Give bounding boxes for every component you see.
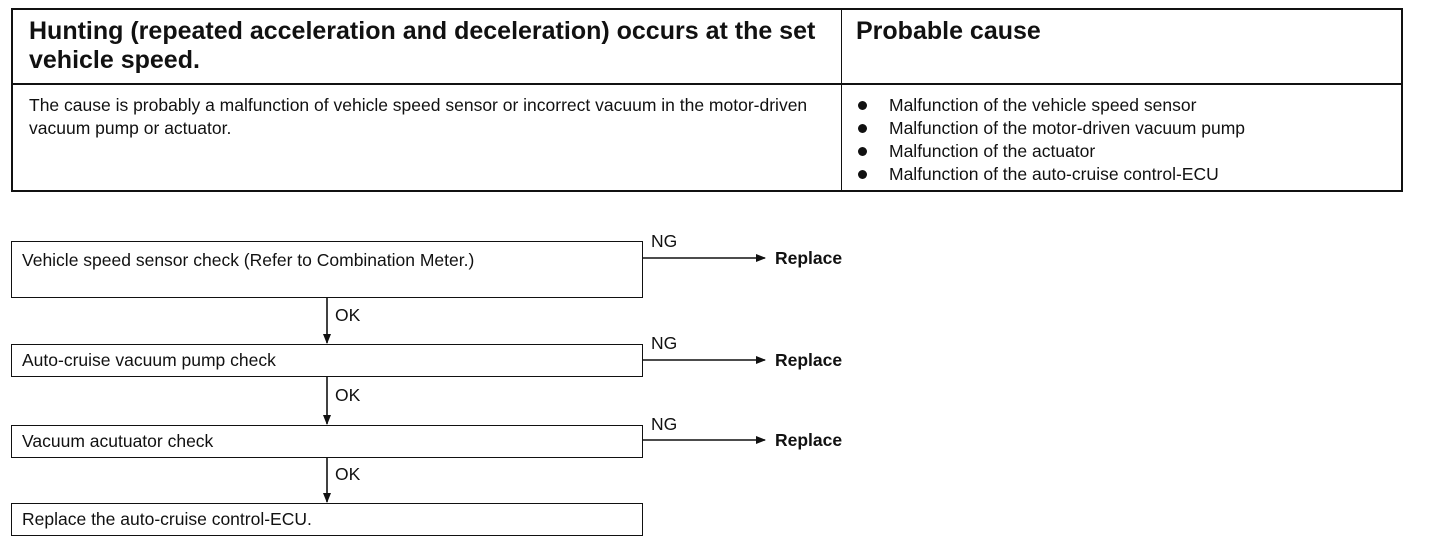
ng-label: NG	[651, 333, 678, 353]
cause-item-text: Malfunction of the motor-driven vacuum pump	[889, 118, 1245, 138]
replace-label: Replace	[775, 430, 843, 450]
symptom-header: Hunting (repeated acceleration and deceleration) occurs at the set vehicle speed.	[29, 17, 816, 74]
cause-item	[856, 163, 1245, 186]
ok-label: OK	[335, 305, 361, 325]
cause-item	[856, 140, 1245, 163]
ok-label: OK	[335, 385, 361, 405]
ng-label: NG	[651, 231, 678, 251]
cause-item	[856, 94, 1245, 117]
replace-label: Replace	[775, 350, 843, 370]
table-body-row	[13, 85, 1401, 190]
bullet-icon	[858, 124, 867, 133]
probable-cause-header: Probable cause	[856, 17, 1041, 45]
ok-label: OK	[335, 464, 361, 484]
replace-label: Replace	[775, 248, 843, 268]
step-speed-sensor-check	[11, 241, 643, 298]
step-vacuum-actuator-check	[11, 425, 643, 458]
bullet-icon	[858, 147, 867, 156]
table-header-row	[13, 10, 1401, 85]
step-label: Vacuum acutuator check	[22, 431, 214, 451]
step-replace-ecu	[11, 503, 643, 536]
cause-item-text: Malfunction of the auto-cruise control-ECU	[889, 164, 1219, 184]
trouble-table	[11, 8, 1403, 192]
cause-item-text: Malfunction of the vehicle speed sensor	[889, 95, 1197, 115]
bullet-icon	[858, 170, 867, 179]
step-label: Replace the auto-cruise control-ECU.	[22, 509, 312, 529]
step-label: Vehicle speed sensor check (Refer to Combination Meter.)	[22, 250, 475, 270]
bullet-icon	[858, 101, 867, 110]
symptom-description: The cause is probably a malfunction of vehicle speed sensor or incorrect vacuum in the motor-driven vacuum pump or actuator.	[29, 95, 808, 138]
step-vacuum-pump-check	[11, 344, 643, 377]
cause-list	[856, 94, 1245, 186]
step-label: Auto-cruise vacuum pump check	[22, 350, 276, 370]
cause-item-text: Malfunction of the actuator	[889, 141, 1096, 161]
cause-item	[856, 117, 1245, 140]
ng-label: NG	[651, 414, 678, 434]
